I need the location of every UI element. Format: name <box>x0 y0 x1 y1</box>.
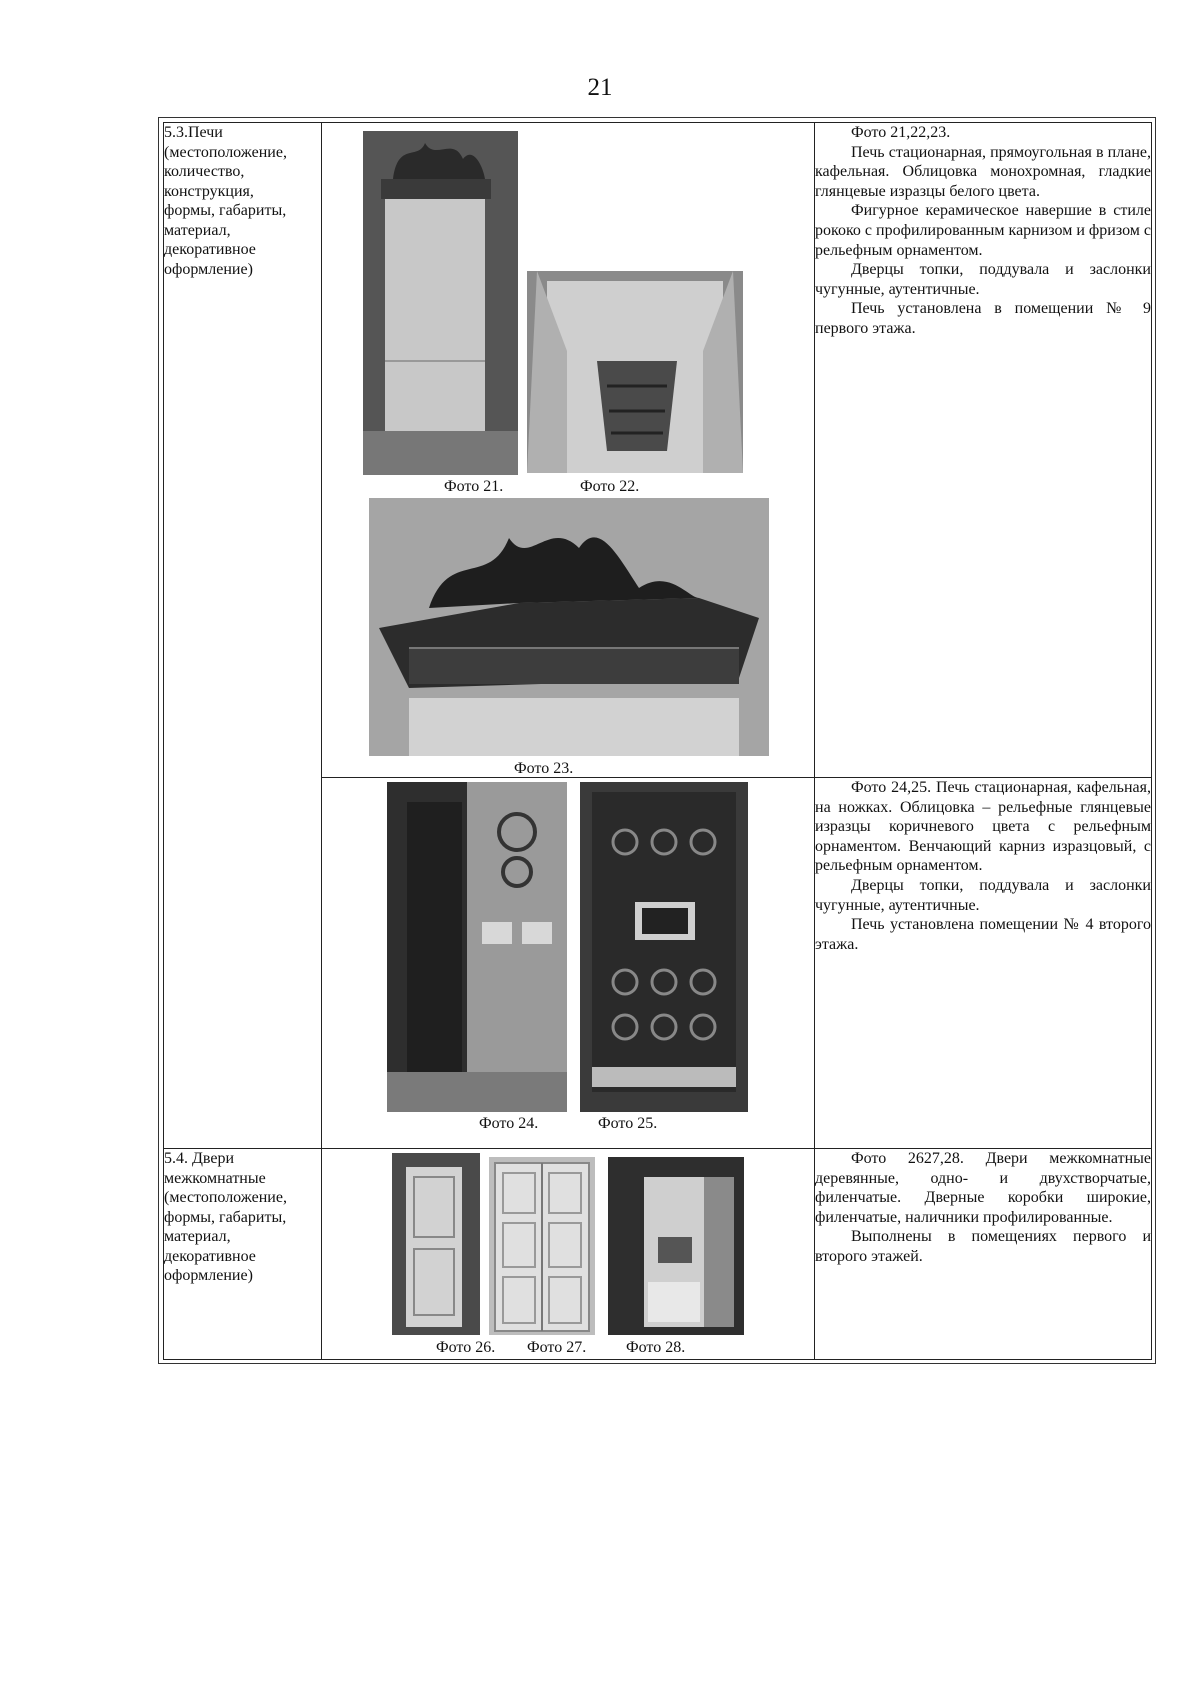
photo-cell-stove-brown <box>322 778 815 1149</box>
description-paragraph: Печь установлена в помещении № 9 первого этажа. <box>815 300 1151 337</box>
caption-photo-27: Фото 27. <box>527 1339 587 1356</box>
specification-table <box>163 122 1152 1360</box>
caption-photo-24: Фото 24. <box>479 1115 539 1132</box>
description-paragraph: Печь установлена помещении № 4 второго этажа. <box>815 916 1151 953</box>
row-label-doors: 5.4. Двери межкомнатные (местоположение, формы, габариты, материал, декоративное оформление) <box>164 1149 322 1360</box>
caption-photo-23: Фото 23. <box>514 760 574 777</box>
caption-photo-25: Фото 25. <box>598 1115 658 1132</box>
photo-21 <box>363 131 518 475</box>
description-doors <box>815 1149 1152 1360</box>
caption-photo-26: Фото 26. <box>436 1339 496 1356</box>
photo-cell-doors <box>322 1149 815 1360</box>
photo-26 <box>392 1153 480 1335</box>
description-stove-brown <box>815 778 1152 1149</box>
table-row <box>164 123 1152 778</box>
description-paragraph: Дверцы топки, поддувала и заслонки чугунные, аутентичные. <box>815 876 1151 914</box>
photo-22 <box>527 271 743 473</box>
description-paragraph: Выполнены в помещениях первого и второго этажей. <box>815 1228 1151 1265</box>
row-label-stoves: 5.3.Печи (местоположение, количество, конструкция, формы, габариты, материал, декоративное оформление) <box>164 123 322 1149</box>
caption-photo-28: Фото 28. <box>626 1339 686 1356</box>
page-number: 21 <box>587 74 613 101</box>
photo-24 <box>387 782 567 1112</box>
description-paragraph: Фото 24,25. Печь стационарная, кафельная, на ножках. Облицовка – рельефные глянцевые изразцы коричневого цвета с рельефным орнаментом. Венчающий карниз изразцовый, с рельефным орнаментом. <box>815 779 1151 875</box>
photo-cell-stove-white <box>322 123 815 778</box>
description-stove-white <box>815 123 1152 778</box>
photo-27 <box>489 1157 595 1335</box>
caption-photo-22: Фото 22. <box>580 478 640 495</box>
photo-23 <box>369 498 769 756</box>
description-paragraph: Фото 2627,28. Двери межкомнатные деревянные, одно- и двухстворчатые, филенчатые. Дверные коробки широкие, филенчатые, наличники профилированные. <box>815 1150 1151 1226</box>
description-paragraph: Фигурное керамическое навершие в стиле рококо с профилированным карнизом и фризом с рельефным орнаментом. <box>815 202 1151 259</box>
photo-28 <box>608 1157 744 1335</box>
description-paragraph: Фото 21,22,23. <box>851 124 951 141</box>
table-row <box>164 1149 1152 1360</box>
description-paragraph: Дверцы топки, поддувала и заслонки чугунные, аутентичные. <box>815 261 1151 298</box>
caption-photo-21: Фото 21. <box>444 478 504 495</box>
photo-25 <box>580 782 748 1112</box>
description-paragraph: Печь стационарная, прямоугольная в плане, кафельная. Облицовка монохромная, гладкие глянцевые изразцы белого цвета. <box>815 143 1151 200</box>
